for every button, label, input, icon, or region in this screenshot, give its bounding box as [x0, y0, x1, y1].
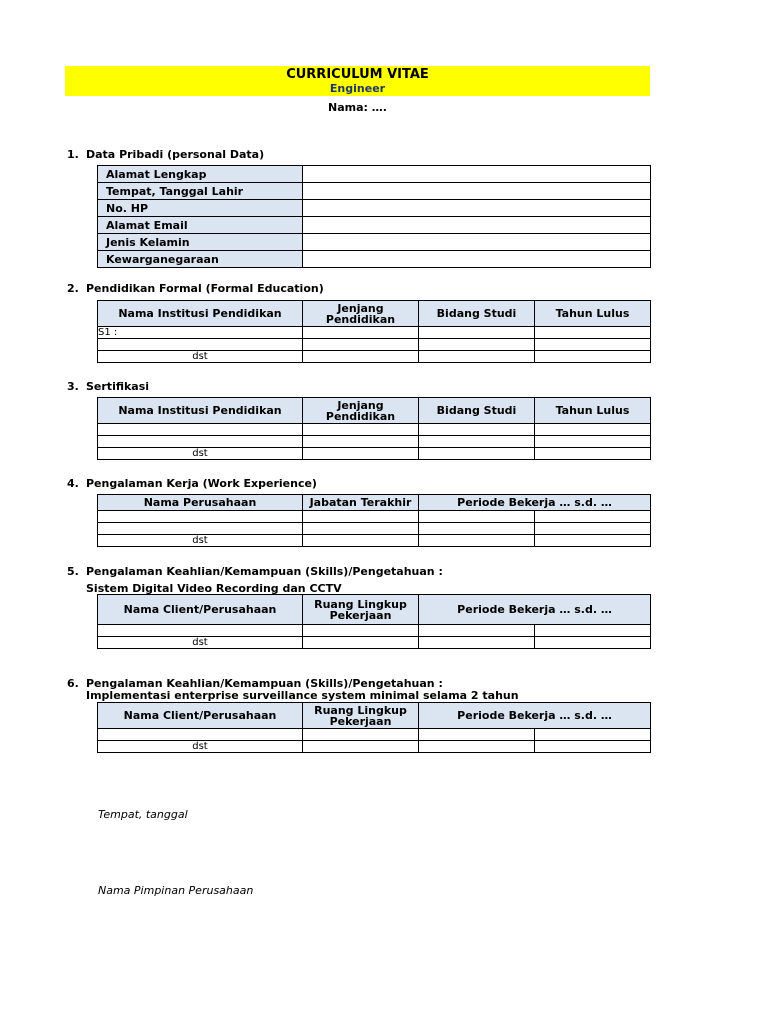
- table-cell[interactable]: [303, 327, 419, 339]
- table-row: [98, 200, 651, 217]
- table-cell[interactable]: [303, 625, 419, 637]
- table-cell[interactable]: dst: [98, 741, 303, 753]
- section-1-heading: [67, 148, 264, 161]
- table-header-row: [98, 595, 651, 625]
- leader-name-label: Nama Pimpinan Perusahaan: [98, 884, 254, 897]
- column-header: Nama Client/Perusahaan: [98, 703, 303, 729]
- table-row: [98, 251, 651, 268]
- work-experience-table: [97, 494, 651, 547]
- table-cell[interactable]: [535, 535, 651, 547]
- table-cell[interactable]: [535, 436, 651, 448]
- table-cell[interactable]: dst: [98, 351, 303, 363]
- section-title: Pendidikan Formal (Formal Education): [86, 282, 324, 295]
- table-cell[interactable]: [303, 511, 419, 523]
- column-header: Periode Bekerja … s.d. …: [419, 495, 651, 511]
- table-cell[interactable]: [303, 729, 419, 741]
- table-cell[interactable]: [535, 339, 651, 351]
- certification-table: [97, 397, 651, 460]
- column-header: Jabatan Terakhir: [303, 495, 419, 511]
- table-row: [98, 625, 651, 637]
- table-cell[interactable]: [419, 741, 535, 753]
- place-date-label: Tempat, tanggal: [98, 808, 188, 821]
- section-2-heading: [67, 282, 324, 295]
- table-row: [98, 729, 651, 741]
- table-row: [98, 637, 651, 649]
- table-row: [98, 741, 651, 753]
- skills-cctv-table: [97, 594, 651, 649]
- phone-field[interactable]: [303, 200, 651, 217]
- table-cell[interactable]: [98, 511, 303, 523]
- section-title: Sertifikasi: [86, 380, 150, 393]
- table-cell[interactable]: [98, 523, 303, 535]
- table-cell[interactable]: [303, 741, 419, 753]
- title-banner: [65, 66, 650, 96]
- column-header: Bidang Studi: [419, 398, 535, 424]
- table-header-row: [98, 703, 651, 729]
- row-label: Kewarganegaraan: [98, 251, 303, 268]
- column-header: Tahun Lulus: [535, 398, 651, 424]
- column-header: Ruang Lingkup Pekerjaan: [303, 703, 419, 729]
- table-cell[interactable]: [419, 339, 535, 351]
- column-header: Jenjang Pendidikan: [303, 398, 419, 424]
- table-cell[interactable]: dst: [98, 535, 303, 547]
- table-header-row: [98, 398, 651, 424]
- table-cell[interactable]: [419, 535, 535, 547]
- table-cell[interactable]: [535, 729, 651, 741]
- table-cell[interactable]: [303, 339, 419, 351]
- table-cell[interactable]: [303, 535, 419, 547]
- table-row: [98, 183, 651, 200]
- table-cell[interactable]: [419, 327, 535, 339]
- birth-field[interactable]: [303, 183, 651, 200]
- section-5-subtitle: Sistem Digital Video Recording dan CCTV: [86, 582, 342, 595]
- table-cell[interactable]: dst: [98, 637, 303, 649]
- section-number: 5.: [67, 565, 79, 578]
- section-title: Data Pribadi (personal Data): [86, 148, 265, 161]
- table-cell[interactable]: S1 :: [98, 327, 303, 339]
- table-row: [98, 234, 651, 251]
- table-row: [98, 166, 651, 183]
- column-header: Periode Bekerja … s.d. …: [419, 595, 651, 625]
- education-table: [97, 300, 651, 363]
- address-field[interactable]: [303, 166, 651, 183]
- table-row: [98, 339, 651, 351]
- table-cell[interactable]: [303, 637, 419, 649]
- table-cell[interactable]: [98, 625, 303, 637]
- table-row: [98, 351, 651, 363]
- table-row: [98, 327, 651, 339]
- row-label: Tempat, Tanggal Lahir: [98, 183, 303, 200]
- section-title: Pengalaman Keahlian/Kemampuan (Skills)/Pengetahuan :: [86, 565, 443, 578]
- column-header: Nama Client/Perusahaan: [98, 595, 303, 625]
- section-3-heading: [67, 380, 149, 393]
- table-row: [98, 535, 651, 547]
- personal-data-table: [97, 165, 651, 268]
- row-label: No. HP: [98, 200, 303, 217]
- section-number: 4.: [67, 477, 79, 490]
- column-header: Ruang Lingkup Pekerjaan: [303, 595, 419, 625]
- table-row: [98, 217, 651, 234]
- table-cell[interactable]: [303, 436, 419, 448]
- table-cell[interactable]: [419, 637, 535, 649]
- table-header-row: [98, 495, 651, 511]
- column-header: Nama Institusi Pendidikan: [98, 301, 303, 327]
- table-cell[interactable]: [535, 625, 651, 637]
- section-5-heading: [67, 565, 443, 578]
- column-header: Tahun Lulus: [535, 301, 651, 327]
- row-label: Jenis Kelamin: [98, 234, 303, 251]
- section-title: Pengalaman Kerja (Work Experience): [86, 477, 317, 490]
- email-field[interactable]: [303, 217, 651, 234]
- table-cell[interactable]: [303, 523, 419, 535]
- table-cell[interactable]: [535, 327, 651, 339]
- column-header: Bidang Studi: [419, 301, 535, 327]
- table-cell[interactable]: [535, 351, 651, 363]
- name-line: Nama: ….: [328, 101, 387, 114]
- table-cell[interactable]: [535, 511, 651, 523]
- table-cell[interactable]: [419, 351, 535, 363]
- section-number: 3.: [67, 380, 79, 393]
- table-cell[interactable]: [419, 424, 535, 436]
- table-cell[interactable]: [303, 448, 419, 460]
- skills-surveillance-table: [97, 702, 651, 753]
- section-6-subtitle: Implementasi enterprise surveillance system minimal selama 2 tahun: [86, 689, 519, 702]
- table-cell[interactable]: [303, 424, 419, 436]
- row-label: Alamat Lengkap: [98, 166, 303, 183]
- table-row: [98, 448, 651, 460]
- table-cell[interactable]: [98, 436, 303, 448]
- table-row: [98, 523, 651, 535]
- section-number: 2.: [67, 282, 79, 295]
- table-cell[interactable]: [535, 523, 651, 535]
- document-title: CURRICULUM VITAE: [286, 67, 429, 82]
- table-cell[interactable]: [535, 448, 651, 460]
- column-header: Periode Bekerja … s.d. …: [419, 703, 651, 729]
- table-cell[interactable]: [419, 523, 535, 535]
- table-cell[interactable]: [98, 729, 303, 741]
- table-row: [98, 511, 651, 523]
- table-row: [98, 424, 651, 436]
- table-cell[interactable]: [535, 424, 651, 436]
- citizenship-field[interactable]: [303, 251, 651, 268]
- column-header: Jenjang Pendidikan: [303, 301, 419, 327]
- table-cell[interactable]: [419, 436, 535, 448]
- table-cell[interactable]: dst: [98, 448, 303, 460]
- section-title: Pengalaman Keahlian/Kemampuan (Skills)/Pengetahuan :: [86, 677, 443, 690]
- table-cell[interactable]: [419, 448, 535, 460]
- column-header: Nama Perusahaan: [98, 495, 303, 511]
- row-label: Alamat Email: [98, 217, 303, 234]
- section-4-heading: [67, 477, 317, 490]
- section-number: 1.: [67, 148, 79, 161]
- section-number: 6.: [67, 677, 79, 690]
- document-subtitle: Engineer: [329, 82, 386, 95]
- table-cell[interactable]: [303, 351, 419, 363]
- table-row: [98, 436, 651, 448]
- table-cell[interactable]: [419, 625, 535, 637]
- column-header: Nama Institusi Pendidikan: [98, 398, 303, 424]
- gender-field[interactable]: [303, 234, 651, 251]
- table-cell[interactable]: [535, 637, 651, 649]
- table-cell[interactable]: [98, 339, 303, 351]
- table-header-row: [98, 301, 651, 327]
- table-cell[interactable]: [419, 511, 535, 523]
- table-cell[interactable]: [535, 741, 651, 753]
- table-cell[interactable]: [98, 424, 303, 436]
- table-cell[interactable]: [419, 729, 535, 741]
